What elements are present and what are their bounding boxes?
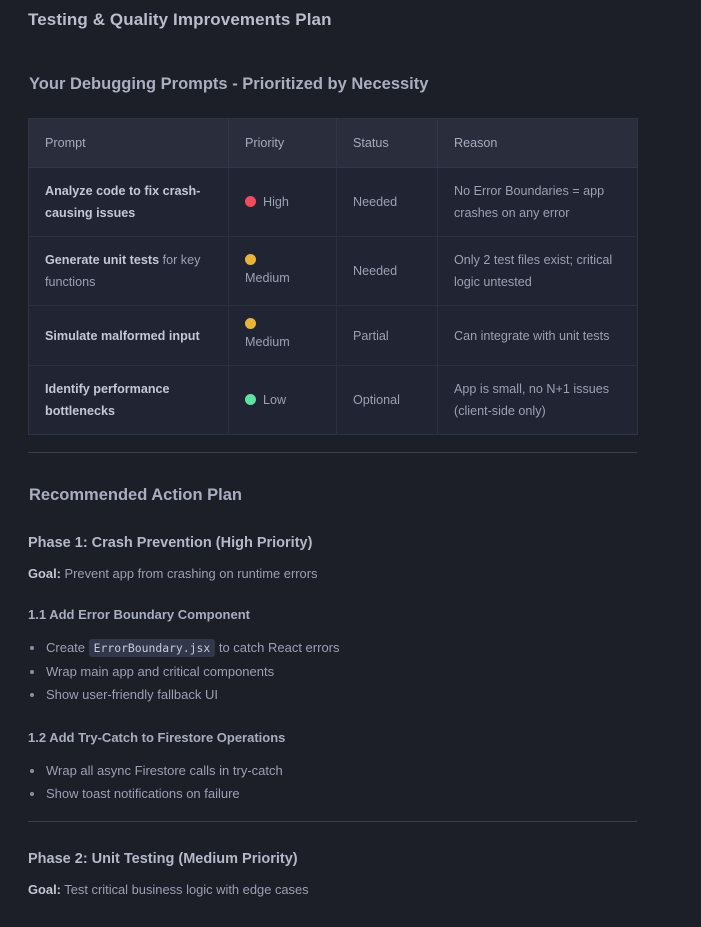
cell-status: Needed xyxy=(337,168,438,237)
list-item xyxy=(46,636,701,660)
column-header-priority: Priority xyxy=(229,119,337,168)
priority-label: Medium xyxy=(245,335,290,349)
priority-label: Medium xyxy=(245,270,290,285)
prompt-title: Identify performance bottlenecks xyxy=(45,382,170,418)
cell-prompt xyxy=(29,168,229,237)
bullet-text: Wrap main app and critical components xyxy=(46,664,275,679)
priority-dot-icon xyxy=(245,254,256,265)
prompts-table xyxy=(28,118,638,435)
cell-prompt xyxy=(29,237,229,306)
column-header-reason: Reason xyxy=(438,119,638,168)
cell-status: Partial xyxy=(337,306,438,366)
column-header-status: Status xyxy=(337,119,438,168)
table-row xyxy=(29,366,638,435)
table-header-row xyxy=(29,119,638,168)
prompt-title: Analyze code to fix crash-causing issues xyxy=(45,184,201,220)
goal-text: Prevent app from crashing on runtime errors xyxy=(60,566,318,581)
table-body xyxy=(29,168,638,435)
cell-prompt xyxy=(29,306,229,366)
cell-reason: Only 2 test files exist; critical logic untested xyxy=(438,237,638,306)
bottom-spacer xyxy=(0,899,701,907)
prompts-table-container xyxy=(28,118,637,435)
priority-indicator xyxy=(245,254,322,289)
cell-prompt xyxy=(29,366,229,435)
cell-status: Optional xyxy=(337,366,438,435)
step-1-1-bullet-list xyxy=(0,636,701,706)
bullet-text: Wrap all async Firestore calls in try-catch xyxy=(46,763,283,778)
cell-reason: Can integrate with unit tests xyxy=(438,306,638,366)
prompt-detail: for key functions xyxy=(45,253,201,289)
priority-dot-icon xyxy=(245,196,256,207)
section-heading-prompts: Your Debugging Prompts - Prioritized by Necessity xyxy=(29,75,429,93)
table-row xyxy=(29,168,638,237)
priority-indicator xyxy=(245,191,322,213)
bullet-text: Show toast notifications on failure xyxy=(46,786,240,801)
section-heading-action-plan: Recommended Action Plan xyxy=(29,486,243,504)
phase-1-title: Phase 1: Crash Prevention (High Priority) xyxy=(28,535,313,551)
cell-status: Needed xyxy=(337,237,438,306)
cell-priority xyxy=(229,366,337,435)
goal-text: Test critical business logic with edge cases xyxy=(60,882,309,897)
list-item xyxy=(46,660,701,683)
prompt-title: Generate unit tests xyxy=(45,253,160,267)
phase-1-goal xyxy=(0,553,701,583)
table-row xyxy=(29,237,638,306)
cell-priority xyxy=(229,237,337,306)
priority-indicator xyxy=(245,389,322,411)
table-row xyxy=(29,306,638,366)
column-header-prompt: Prompt xyxy=(29,119,229,168)
priority-indicator xyxy=(245,318,322,353)
page-title: Testing & Quality Improvements Plan xyxy=(28,10,332,29)
cell-priority xyxy=(229,306,337,366)
list-item xyxy=(46,759,701,782)
cell-reason: No Error Boundaries = app crashes on any error xyxy=(438,168,638,237)
code-chip: ErrorBoundary.jsx xyxy=(89,639,216,657)
cell-reason: App is small, no N+1 issues (client-side only) xyxy=(438,366,638,435)
phase-2-title: Phase 2: Unit Testing (Medium Priority) xyxy=(28,851,298,867)
priority-label: Low xyxy=(263,393,287,407)
prompt-title: Simulate malformed input xyxy=(45,328,200,343)
step-1-1-title: 1.1 Add Error Boundary Component xyxy=(28,607,250,622)
goal-label: Goal: xyxy=(28,882,61,897)
list-item xyxy=(46,782,701,805)
priority-dot-icon xyxy=(245,318,256,329)
step-1-2-bullet-list xyxy=(0,759,701,805)
bullet-text: Show user-friendly fallback UI xyxy=(46,687,218,702)
cell-priority xyxy=(229,168,337,237)
goal-label: Goal: xyxy=(28,566,61,581)
step-1-2-title: 1.2 Add Try-Catch to Firestore Operations xyxy=(28,730,286,745)
list-item xyxy=(46,683,701,706)
priority-dot-icon xyxy=(245,394,256,405)
table-header xyxy=(29,119,638,168)
bullet-text: Create xyxy=(46,640,89,655)
phase-2-goal xyxy=(0,869,701,899)
priority-label: High xyxy=(263,195,289,209)
bullet-text-tail: to catch React errors xyxy=(215,640,340,655)
